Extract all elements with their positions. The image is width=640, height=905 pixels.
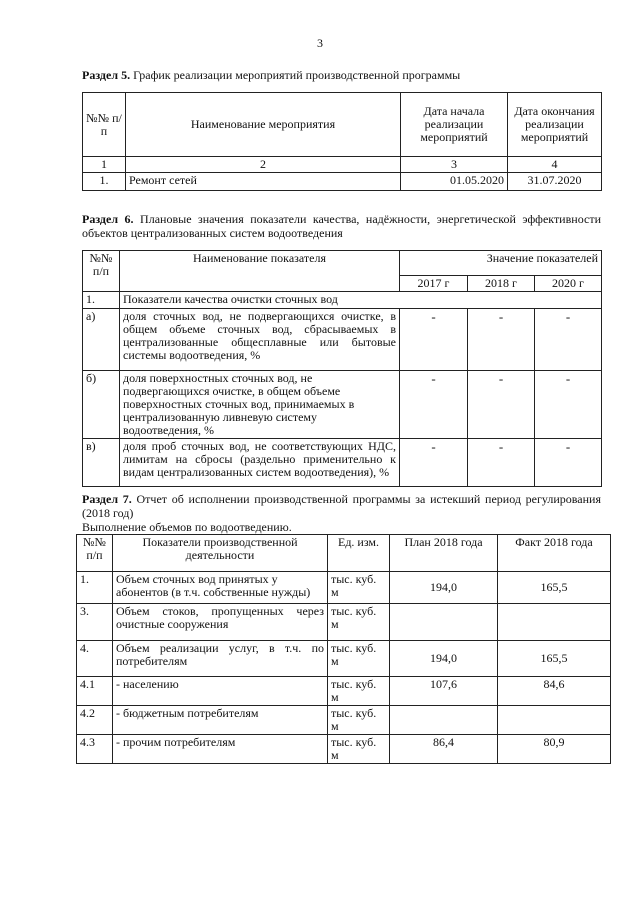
s7-header-plan: План 2018 года	[390, 535, 498, 572]
s7-row-plan	[390, 706, 498, 735]
s6-year-2017: 2017 г	[400, 276, 468, 292]
table-row	[77, 706, 611, 735]
s7-header-num: №№ п/п	[77, 535, 113, 572]
s6-header-name: Наименование показателя	[120, 251, 400, 292]
s7-row-fact: 165,5	[498, 572, 611, 604]
s7-row-unit: тыс. куб. м	[328, 677, 390, 706]
section-7-table	[76, 534, 611, 764]
s6-value-2020: -	[535, 371, 602, 439]
s6-value-2017: -	[400, 309, 468, 371]
section-7-title	[82, 492, 601, 520]
s5-index-cell: 1	[83, 157, 126, 173]
s7-row-num: 3.	[77, 604, 113, 641]
s5-header-num: №№ п/п	[83, 93, 126, 157]
s5-index-cell: 4	[508, 157, 602, 173]
s6-group-name: Показатели качества очистки сточных вод	[120, 292, 602, 309]
table-row	[83, 439, 602, 487]
table-row	[77, 641, 611, 677]
table-row	[77, 735, 611, 764]
s6-row-name: доля поверхностных сточных вод, не подвергающихся очистке, в общем объеме поверхностных сточных вод, принимаемых в централизованную ливневую систему водоотведения, %	[120, 371, 400, 439]
s6-row-num: в)	[83, 439, 120, 487]
s6-value-2017: -	[400, 371, 468, 439]
s5-row-end: 31.07.2020	[508, 173, 602, 191]
s5-index-cell: 2	[126, 157, 401, 173]
section-5-text: График реализации мероприятий производственной программы	[130, 68, 461, 82]
s5-row-name: Ремонт сетей	[126, 173, 401, 191]
s7-row-fact	[498, 706, 611, 735]
s7-row-name: - населению	[113, 677, 328, 706]
s7-row-unit: тыс. куб. м	[328, 604, 390, 641]
s7-row-unit: тыс. куб. м	[328, 706, 390, 735]
s7-row-fact: 80,9	[498, 735, 611, 764]
s7-row-num: 1.	[77, 572, 113, 604]
s6-value-2018: -	[468, 439, 535, 487]
table-row	[83, 371, 602, 439]
s6-value-2017: -	[400, 439, 468, 487]
s7-header-unit: Ед. изм.	[328, 535, 390, 572]
table-row	[77, 677, 611, 706]
page-number: 3	[317, 36, 323, 50]
section-5-table	[82, 92, 602, 191]
s6-header-num: №№ п/п	[83, 251, 120, 292]
s7-row-name: Объем сточных вод принятых у абонентов (в т.ч. собственные нужды)	[113, 572, 328, 604]
s6-row-num: б)	[83, 371, 120, 439]
s5-header-end: Дата окончания реализации мероприятий	[508, 93, 602, 157]
s7-row-plan: 194,0	[390, 641, 498, 677]
s7-row-unit: тыс. куб. м	[328, 641, 390, 677]
s7-row-unit: тыс. куб. м	[328, 735, 390, 764]
s6-value-2018: -	[468, 309, 535, 371]
s7-row-fact	[498, 604, 611, 641]
s7-row-plan: 194,0	[390, 572, 498, 604]
s5-row-start: 01.05.2020	[401, 173, 508, 191]
s7-row-fact: 165,5	[498, 641, 611, 677]
table-row	[83, 292, 602, 309]
table-row	[83, 173, 602, 191]
s6-row-num: а)	[83, 309, 120, 371]
s7-header-name: Показатели производственной деятельности	[113, 535, 328, 572]
section-7-text: Отчет об исполнении производственной программы за истекший период регулирования (2018 год)	[82, 492, 601, 520]
section-5-title	[82, 68, 602, 82]
table-row	[83, 309, 602, 371]
s7-row-plan: 107,6	[390, 677, 498, 706]
s6-value-2020: -	[535, 309, 602, 371]
section-5-label: Раздел 5.	[82, 68, 131, 82]
s7-row-num: 4.1	[77, 677, 113, 706]
s6-row-name: доля проб сточных вод, не соответствующих НДС, лимитам на сбросы (раздельно применительно к видам централизованных систем водоотведения), %	[120, 439, 400, 487]
section-6-table	[82, 250, 602, 487]
section-6-label: Раздел 6.	[82, 212, 134, 226]
s7-row-name: Объем стоков, пропущенных через очистные сооружения	[113, 604, 328, 641]
section-7-subtitle: Выполнение объемов по водоотведению.	[82, 520, 292, 534]
section-6-title	[82, 212, 601, 240]
s6-year-2018: 2018 г	[468, 276, 535, 292]
table-row	[77, 572, 611, 604]
s7-header-fact: Факт 2018 года	[498, 535, 611, 572]
s7-row-fact: 84,6	[498, 677, 611, 706]
s7-row-unit: тыс. куб. м	[328, 572, 390, 604]
s6-value-2020: -	[535, 439, 602, 487]
s5-row-num: 1.	[83, 173, 126, 191]
s7-row-num: 4.2	[77, 706, 113, 735]
s7-row-num: 4.3	[77, 735, 113, 764]
s7-row-name: Объем реализации услуг, в т.ч. по потребителям	[113, 641, 328, 677]
s5-index-cell: 3	[401, 157, 508, 173]
section-7-label: Раздел 7.	[82, 492, 132, 506]
s6-value-2018: -	[468, 371, 535, 439]
s7-row-name: - прочим потребителям	[113, 735, 328, 764]
s6-year-2020: 2020 г	[535, 276, 602, 292]
s7-row-plan	[390, 604, 498, 641]
s6-group-num: 1.	[83, 292, 120, 309]
s7-row-plan: 86,4	[390, 735, 498, 764]
s7-row-name: - бюджетным потребителям	[113, 706, 328, 735]
section-6-text: Плановые значения показатели качества, надёжности, энергетической эффективности объектов централизованных систем водоотведения	[82, 212, 601, 240]
s7-row-num: 4.	[77, 641, 113, 677]
s6-header-values: Значение показателей	[400, 251, 602, 276]
table-row	[77, 604, 611, 641]
s6-row-name: доля сточных вод, не подвергающихся очистке, в общем объеме сточных вод, сбрасываемых в централизованные общесплавные или бытовые системы водоотведения, %	[120, 309, 400, 371]
s5-header-name: Наименование мероприятия	[126, 93, 401, 157]
s5-header-start: Дата начала реализации мероприятий	[401, 93, 508, 157]
